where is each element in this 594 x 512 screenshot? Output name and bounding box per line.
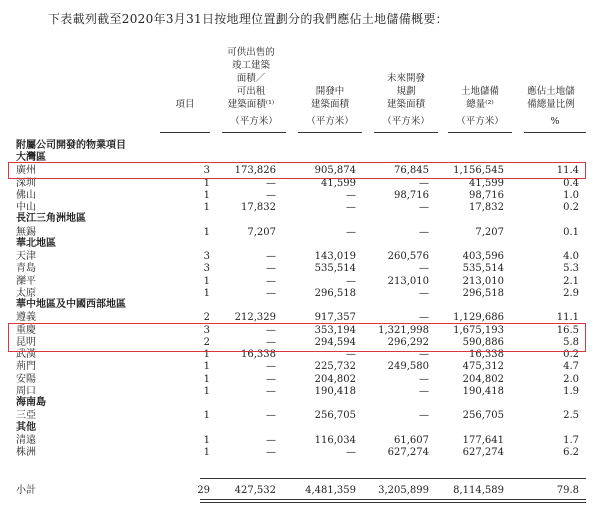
cell-completed: — bbox=[266, 177, 276, 189]
cell-future-development: 213,010 bbox=[387, 275, 429, 287]
cell-landbank-total: 17,832 bbox=[469, 202, 504, 213]
cell-share-percent: 0.2 bbox=[563, 349, 579, 360]
cell-under-development: — bbox=[346, 226, 356, 238]
cell-projects: 1 bbox=[203, 447, 210, 458]
cell-under-development: 353,194 bbox=[314, 324, 356, 336]
cell-completed: 7,207 bbox=[247, 226, 276, 238]
cell-future-development: 296,292 bbox=[387, 336, 429, 348]
highlight-box-zunyi-chongqing bbox=[8, 323, 586, 352]
cell-completed: 212,329 bbox=[234, 312, 276, 324]
cell-projects: 3 bbox=[203, 263, 210, 275]
cell-projects: 2 bbox=[203, 336, 210, 348]
subtotal-label: 小計 bbox=[16, 485, 36, 496]
cell-completed: 173,826 bbox=[234, 165, 276, 177]
cell-landbank-total: 627,274 bbox=[462, 447, 504, 458]
cell-future-development: — bbox=[419, 312, 429, 324]
cell-share-percent: 2.1 bbox=[563, 275, 579, 287]
subtotal-landbank-total: 8,114,589 bbox=[453, 485, 504, 496]
cell-future-development: 1,321,998 bbox=[378, 324, 429, 336]
city-name: 武漢 bbox=[16, 349, 36, 360]
cell-under-development: 204,802 bbox=[314, 373, 356, 385]
cell-landbank-total: 98,716 bbox=[469, 189, 504, 201]
cell-landbank-total: 296,518 bbox=[462, 287, 504, 299]
city-name: 佛山 bbox=[16, 189, 36, 201]
cell-projects: 1 bbox=[203, 373, 210, 385]
city-name: 青島 bbox=[16, 263, 36, 275]
table-row bbox=[0, 189, 594, 202]
city-name: 重慶 bbox=[16, 324, 36, 336]
cell-share-percent: 1.7 bbox=[563, 434, 579, 446]
cell-landbank-total: 590,886 bbox=[462, 336, 504, 348]
cell-projects: 1 bbox=[203, 361, 210, 373]
table-row bbox=[0, 446, 594, 459]
cell-future-development: — bbox=[419, 202, 429, 213]
cell-share-percent: 11.4 bbox=[556, 165, 579, 177]
cell-completed: — bbox=[266, 336, 276, 348]
cell-under-development: 143,019 bbox=[314, 251, 356, 262]
city-name: 無錫 bbox=[16, 226, 36, 238]
cell-landbank-total: 41,599 bbox=[469, 177, 504, 189]
cell-future-development: 61,607 bbox=[394, 434, 429, 446]
cell-under-development: 256,705 bbox=[314, 410, 356, 422]
cell-projects: 1 bbox=[203, 385, 210, 397]
cell-completed: 16,338 bbox=[241, 349, 276, 360]
table-row bbox=[0, 360, 594, 373]
header-share-percent: 應佔土地儲 備總量比例 bbox=[527, 86, 575, 110]
cell-landbank-total: 190,418 bbox=[462, 385, 504, 397]
group-title: 附屬公司開發的物業項目 bbox=[16, 140, 126, 151]
header-divider bbox=[524, 132, 586, 133]
header-landbank-total: 土地儲備 總量⁽²⁾ bbox=[460, 86, 499, 110]
cell-future-development: — bbox=[419, 226, 429, 238]
cell-future-development: 627,274 bbox=[387, 447, 429, 458]
subtotal-top-rule bbox=[200, 478, 586, 479]
cell-future-development: 249,580 bbox=[387, 361, 429, 373]
cell-under-development: 905,874 bbox=[314, 165, 356, 177]
cell-under-development: 116,034 bbox=[314, 434, 356, 446]
cell-landbank-total: 213,010 bbox=[462, 275, 504, 287]
cell-completed: — bbox=[266, 189, 276, 201]
cell-under-development: 535,514 bbox=[314, 263, 356, 275]
table-row bbox=[0, 373, 594, 386]
cell-share-percent: 6.2 bbox=[563, 447, 579, 458]
cell-future-development: — bbox=[419, 385, 429, 397]
header-future-development: 未來開發 規劃 建築面積 bbox=[386, 73, 425, 110]
cell-projects: 1 bbox=[203, 202, 210, 213]
cell-landbank-total: 403,596 bbox=[462, 251, 504, 262]
city-name: 昆明 bbox=[16, 336, 36, 348]
table-row bbox=[0, 275, 594, 288]
section-title: 大灣區 bbox=[16, 152, 46, 163]
cell-completed: — bbox=[266, 324, 276, 336]
cell-completed: — bbox=[266, 361, 276, 373]
cell-future-development: 98,716 bbox=[394, 189, 429, 201]
cell-completed: — bbox=[266, 410, 276, 422]
cell-completed: — bbox=[266, 447, 276, 458]
cell-share-percent: 4.7 bbox=[563, 361, 579, 373]
subtotal-double-rule bbox=[200, 499, 586, 500]
cell-share-percent: 2.0 bbox=[563, 373, 579, 385]
cell-share-percent: 5.8 bbox=[563, 336, 579, 348]
cell-completed: — bbox=[266, 434, 276, 446]
city-name: 天津 bbox=[16, 251, 36, 262]
cell-landbank-total: 535,514 bbox=[462, 263, 504, 275]
cell-projects: 1 bbox=[203, 275, 210, 287]
cell-projects: 1 bbox=[203, 434, 210, 446]
cell-share-percent: 0.2 bbox=[563, 202, 579, 213]
cell-projects: 1 bbox=[203, 189, 210, 201]
unit-landbank-total: （平方米） bbox=[456, 116, 504, 127]
cell-future-development: — bbox=[419, 177, 429, 189]
section-title: 長江三角洲地區 bbox=[16, 213, 86, 225]
cell-landbank-total: 204,802 bbox=[462, 373, 504, 385]
cell-share-percent: 0.4 bbox=[563, 177, 579, 189]
city-name: 灤平 bbox=[16, 275, 36, 287]
cell-under-development: — bbox=[346, 202, 356, 213]
cell-landbank-total: 1,129,686 bbox=[453, 312, 504, 324]
cell-share-percent: 1.0 bbox=[563, 189, 579, 201]
cell-landbank-total: 1,675,193 bbox=[453, 324, 504, 336]
header-completed-gfa: 可供出售的 竣工建築 面積／ 可出租 建築面積⁽¹⁾ bbox=[227, 47, 275, 110]
cell-projects: 1 bbox=[203, 410, 210, 422]
cell-under-development: — bbox=[346, 275, 356, 287]
cell-completed: — bbox=[266, 251, 276, 262]
cell-share-percent: 1.9 bbox=[563, 385, 579, 397]
cell-under-development: 41,599 bbox=[321, 177, 356, 189]
cell-share-percent: 2.5 bbox=[563, 410, 579, 422]
city-name: 遵義 bbox=[16, 312, 36, 324]
table-row bbox=[0, 434, 594, 447]
cell-completed: — bbox=[266, 275, 276, 287]
table-row bbox=[0, 385, 594, 398]
table-row bbox=[0, 201, 594, 214]
cell-completed: — bbox=[266, 373, 276, 385]
section-title: 華北地區 bbox=[16, 237, 56, 249]
table-row bbox=[0, 262, 594, 275]
subtotal-under-development: 4,481,359 bbox=[305, 485, 356, 496]
city-name: 深圳 bbox=[16, 177, 36, 189]
cell-completed: 17,832 bbox=[241, 202, 276, 213]
subtotal-future-development: 3,205,899 bbox=[378, 485, 429, 496]
cell-share-percent: 11.1 bbox=[556, 312, 579, 324]
header-under-development: 開發中 建築面積 bbox=[310, 86, 349, 110]
section-title: 其他 bbox=[16, 421, 36, 433]
cell-future-development: — bbox=[419, 410, 429, 422]
cell-future-development: 260,576 bbox=[387, 251, 429, 262]
unit-share-percent: % bbox=[550, 116, 560, 127]
cell-share-percent: 2.9 bbox=[563, 287, 579, 299]
city-name: 中山 bbox=[16, 202, 36, 213]
cell-share-percent: 4.0 bbox=[563, 251, 579, 262]
subtotal-double-rule bbox=[200, 502, 586, 503]
table-row bbox=[0, 226, 594, 239]
cell-landbank-total: 475,312 bbox=[462, 361, 504, 373]
cell-landbank-total: 16,338 bbox=[469, 349, 504, 360]
city-name: 廣州 bbox=[16, 165, 36, 177]
subtotal-projects: 29 bbox=[197, 485, 210, 496]
cell-completed: — bbox=[266, 385, 276, 397]
cell-under-development: — bbox=[346, 447, 356, 458]
header-divider bbox=[160, 132, 210, 133]
table-row bbox=[0, 250, 594, 263]
highlight-box-guangzhou bbox=[8, 162, 586, 179]
subtotal-share-percent: 79.8 bbox=[556, 485, 579, 496]
cell-landbank-total: 177,641 bbox=[462, 434, 504, 446]
header-divider bbox=[448, 132, 512, 133]
cell-under-development: 296,518 bbox=[314, 287, 356, 299]
cell-projects: 2 bbox=[203, 312, 210, 324]
city-name: 株洲 bbox=[16, 447, 36, 458]
cell-under-development: 225,732 bbox=[314, 361, 356, 373]
cell-landbank-total: 7,207 bbox=[475, 226, 504, 238]
table-row bbox=[0, 287, 594, 300]
cell-landbank-total: 256,705 bbox=[462, 410, 504, 422]
cell-future-development: — bbox=[419, 349, 429, 360]
section-title: 海南島 bbox=[16, 397, 46, 408]
cell-share-percent: 5.3 bbox=[563, 263, 579, 275]
unit-completed-gfa: （平方米） bbox=[230, 116, 278, 127]
cell-projects: 3 bbox=[203, 324, 210, 336]
cell-projects: 3 bbox=[203, 251, 210, 262]
cell-projects: 1 bbox=[203, 177, 210, 189]
cell-completed: — bbox=[266, 287, 276, 299]
section-title: 華中地區及中國西部地區 bbox=[16, 299, 126, 310]
cell-under-development: 190,418 bbox=[314, 385, 356, 397]
cell-future-development: 76,845 bbox=[394, 165, 429, 177]
city-name: 安陽 bbox=[16, 373, 36, 385]
table-row bbox=[0, 409, 594, 422]
unit-under-development: （平方米） bbox=[306, 116, 354, 127]
intro-text: 下表載列截至2020年3月31日按地理位置劃分的我們應佔土地儲備概要： bbox=[48, 12, 448, 26]
subtotal-row bbox=[0, 484, 594, 497]
header-projects: 項目 bbox=[175, 99, 195, 110]
cell-under-development: — bbox=[346, 189, 356, 201]
cell-completed: — bbox=[266, 263, 276, 275]
cell-projects: 3 bbox=[203, 165, 210, 177]
cell-future-development: — bbox=[419, 287, 429, 299]
subtotal-completed: 427,532 bbox=[234, 485, 276, 496]
header-divider bbox=[374, 132, 438, 133]
unit-future-development: （平方米） bbox=[382, 116, 430, 127]
city-name: 清遠 bbox=[16, 434, 36, 446]
city-name: 三亞 bbox=[16, 410, 36, 422]
cell-landbank-total: 1,156,545 bbox=[453, 165, 504, 177]
city-name: 太原 bbox=[16, 287, 36, 299]
cell-future-development: — bbox=[419, 263, 429, 275]
cell-under-development: — bbox=[346, 349, 356, 360]
cell-share-percent: 16.5 bbox=[556, 324, 579, 336]
cell-under-development: 294,594 bbox=[314, 336, 356, 348]
cell-under-development: 917,357 bbox=[314, 312, 356, 324]
cell-projects: 1 bbox=[203, 226, 210, 238]
cell-share-percent: 0.1 bbox=[563, 226, 579, 238]
cell-projects: 1 bbox=[203, 287, 210, 299]
header-divider bbox=[298, 132, 362, 133]
cell-future-development: — bbox=[419, 373, 429, 385]
city-name: 周口 bbox=[16, 385, 36, 397]
header-divider bbox=[222, 132, 286, 133]
cell-projects: 1 bbox=[203, 349, 210, 360]
city-name: 荊門 bbox=[16, 361, 36, 373]
